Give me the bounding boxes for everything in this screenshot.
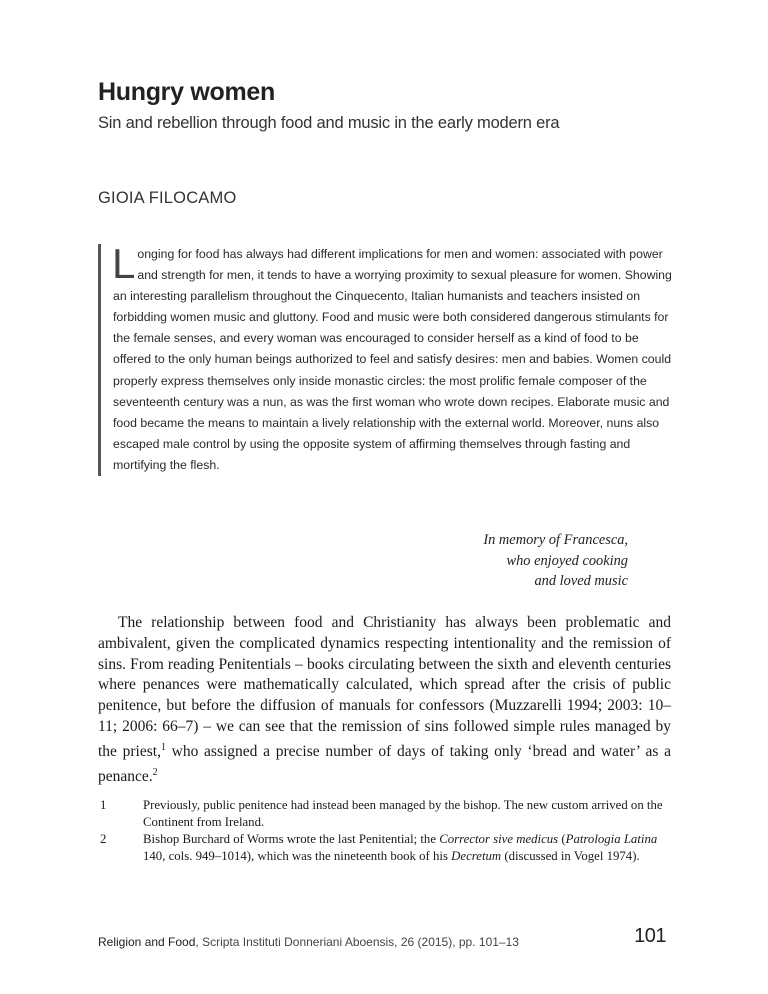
abstract-paragraph <box>112 240 678 476</box>
footnote-ref-2[interactable]: 2 <box>152 766 158 778</box>
body-paragraph <box>98 613 671 787</box>
article-title: Hungry women <box>98 78 275 106</box>
dedication-line: In memory of Francesca, <box>483 532 628 548</box>
citation-italic: Decretum <box>451 848 502 863</box>
article-subtitle: Sin and rebellion through food and music in the early modern era <box>98 114 560 132</box>
drop-cap: L <box>112 240 136 287</box>
journal-name: Religion and Food <box>98 935 196 949</box>
body-text: who assigned a precise number of days of taking only ‘bread and water’ as a penance. <box>98 742 671 785</box>
dedication-line: who enjoyed cooking <box>506 552 628 569</box>
body-text: The relationship between food and Christianity has always been problematic and ambivalent, given the complicated dynamics respecting intentionality and the remission of sins. From reading Penitentials – books circulating between the sixth and eleventh centuries where penances were mathematically calculated, which spread after the crisis of public penitence, but before the diffusion of manuals for confessors (Muzzarelli 1994; 2003: 10–11; 2006: 66–7) – we can see that the remission of sins followed simple rules managed by the priest, <box>98 614 671 760</box>
dedication <box>483 530 628 592</box>
footnote-number: 1 <box>100 798 107 812</box>
page-footer <box>98 935 519 949</box>
dedication-line: and loved music <box>534 573 628 589</box>
footnote <box>98 831 663 865</box>
footnote-number: 2 <box>100 832 107 846</box>
abstract-text: onging for food has always had different implications for men and women: associated with power and strength for men, it tends to have a worrying proximity to sexual pleasure for women. Showing an interesting parallelism throughout the Cinquecento, Italian humanists and teachers insisted on forbidding women music and gluttony. Food and music were both considered dangerous stimulants for the female senses, and every woman was encouraged to consider herself as a kind of food to be offered to the only human beings authorized to feel and satisfy desires: men and babies. Women could properly express themselves only inside monastic circles: the most prolific female composer of the seventeenth century was a nun, as was the first woman who wrote down recipes. Elaborate music and food became the means to maintain a lively relationship with the external world. Moreover, nuns also escaped male control by using the opposite system of affirming themselves through fasting and mortifying the flesh. <box>113 247 672 472</box>
page-number: 101 <box>634 925 666 947</box>
citation-info: , Scripta Instituti Donneriani Aboensis, 26 (2015), pp. 101–13 <box>195 935 519 949</box>
footnote-text: Previously, public penitence had instead been managed by the bishop. The new custom arrived on the Continent from Ireland. <box>143 798 663 829</box>
footnote-ref-1[interactable]: 1 <box>160 741 166 753</box>
author-name: GIOIA FILOCAMO <box>98 189 237 207</box>
footnote-text: Bishop Burchard of Worms wrote the last Penitential; the Corrector sive medicus (Patrologia Latina 140, cols. 949–1014), which was the nineteenth book of his Decretum (discussed in Vogel 1974). <box>143 832 658 863</box>
citation-italic: Corrector sive medicus <box>439 832 559 846</box>
citation-italic: Patrologia Latina <box>565 832 658 846</box>
abstract <box>98 240 678 476</box>
footnote <box>98 797 663 831</box>
